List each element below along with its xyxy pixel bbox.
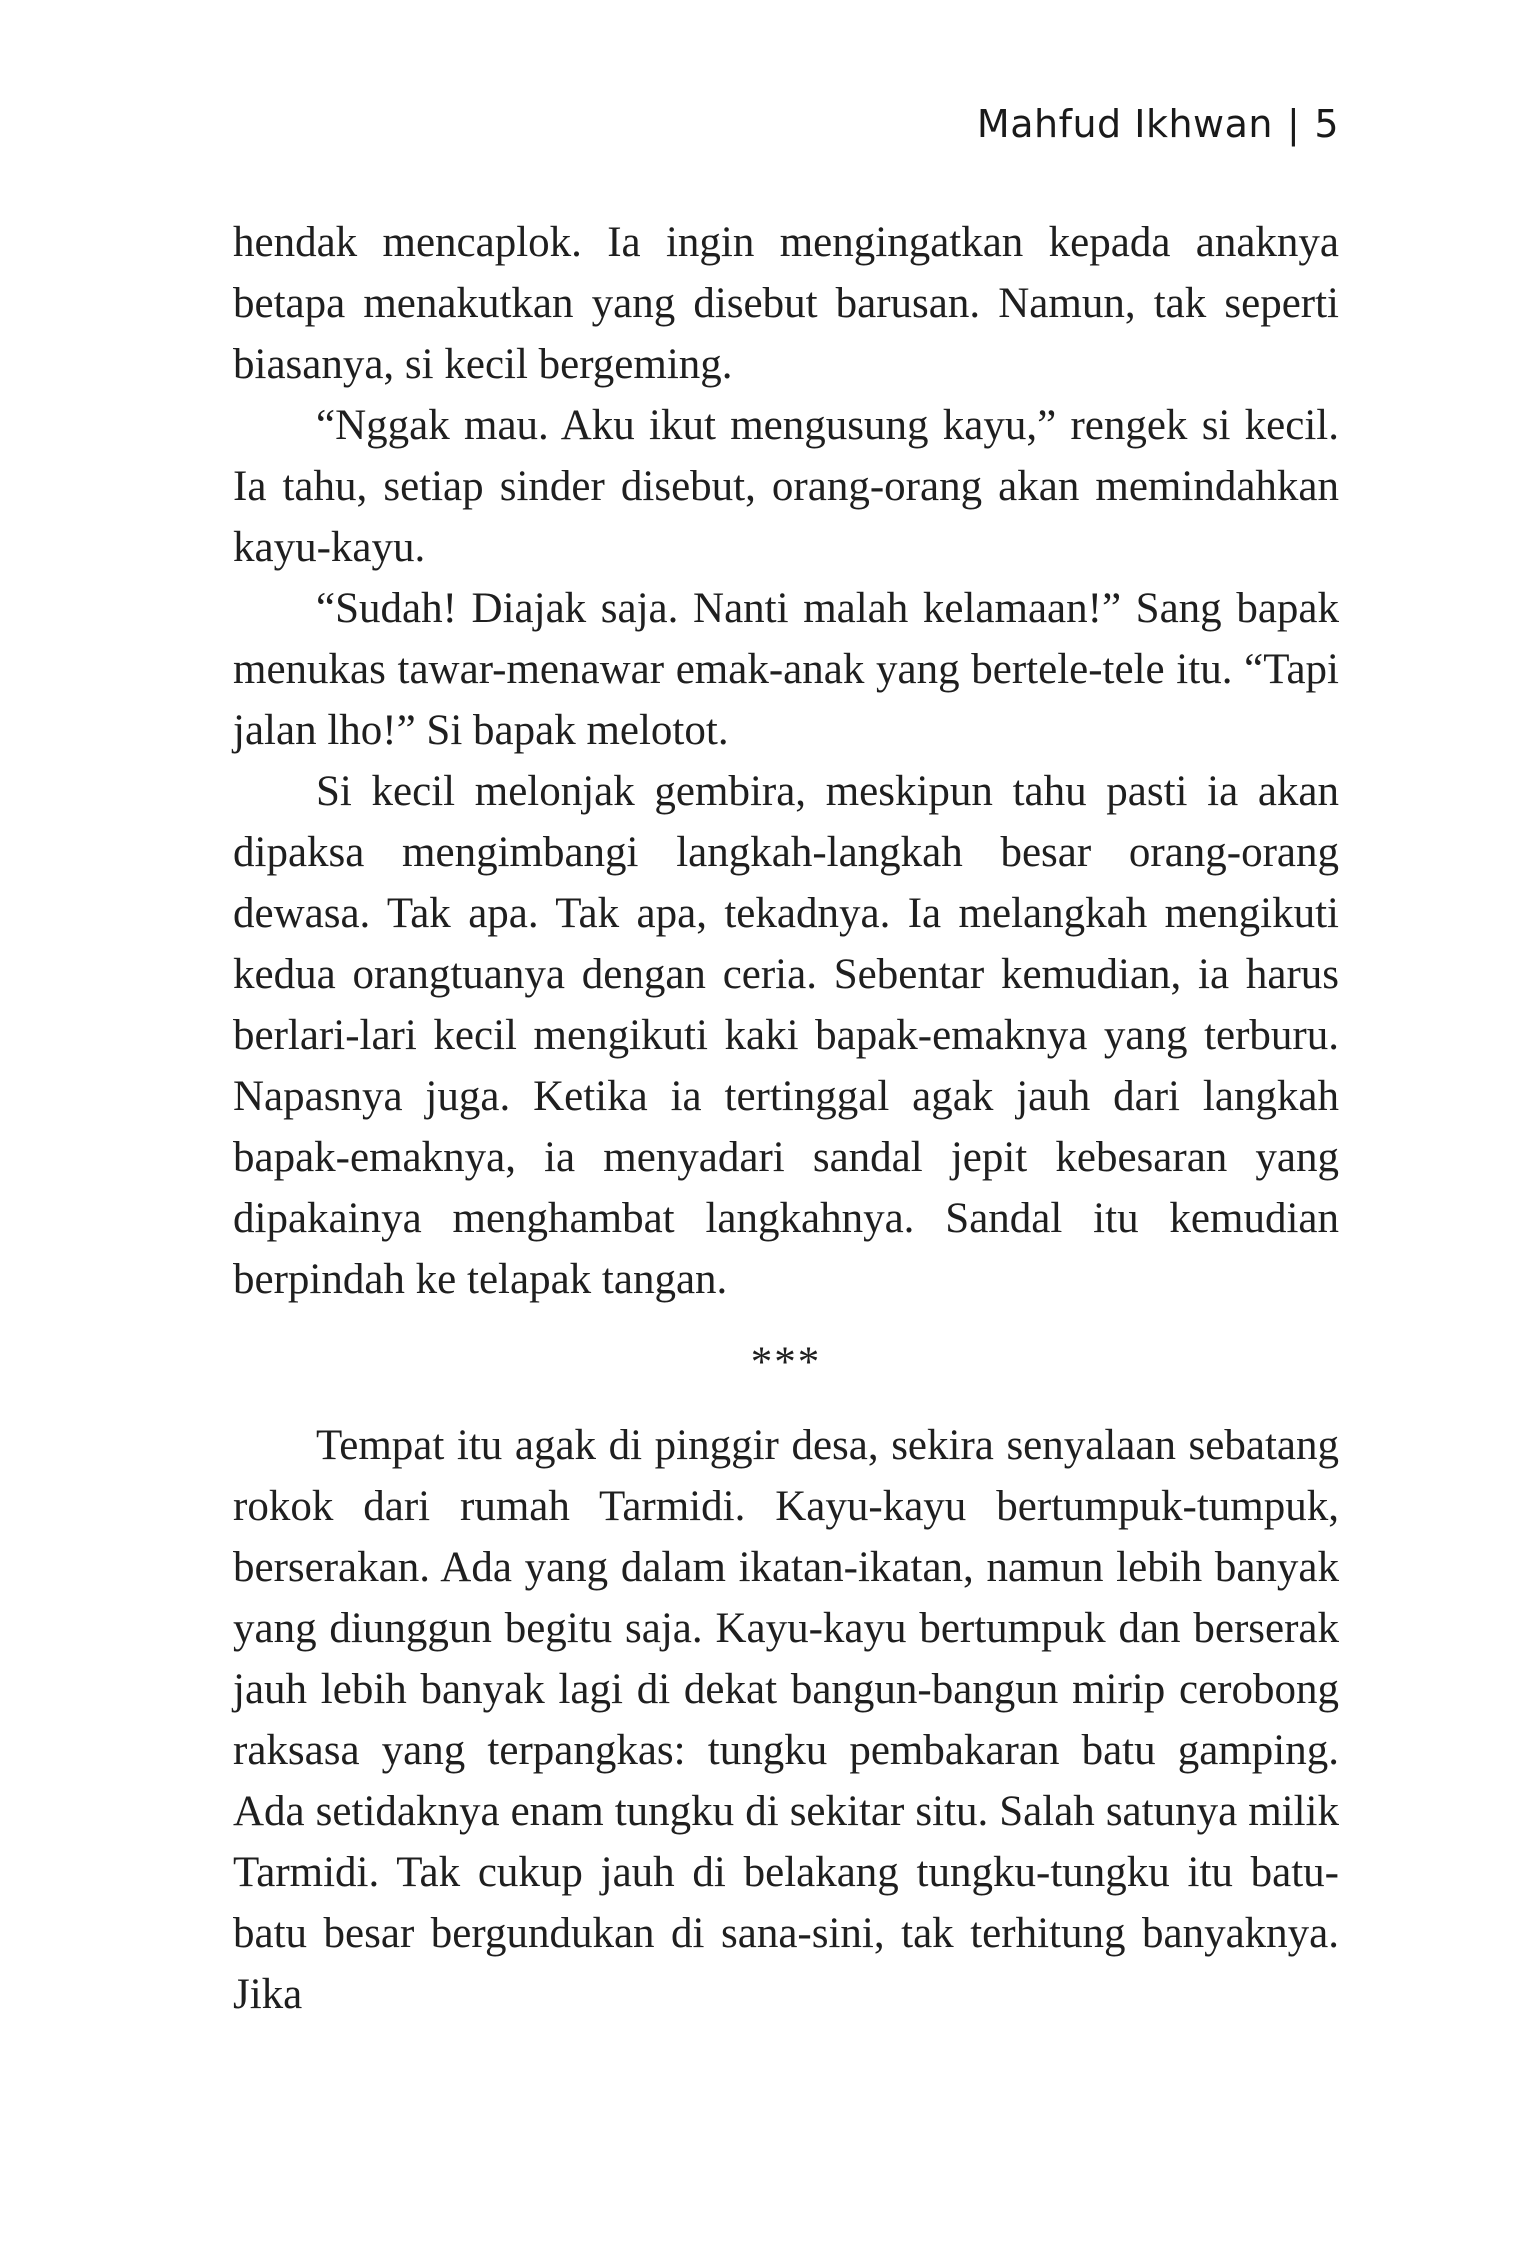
paragraph-continued: hendak mencaplok. Ia ingin mengingatkan kepada anaknya betapa menakutkan yang disebut barusan. Namun, tak seperti biasanya, si kecil bergeming.	[233, 219, 1339, 388]
body-text	[233, 212, 1339, 2025]
header-separator: |	[1287, 102, 1301, 146]
paragraph-narrative-1: Si kecil melonjak gembira, meskipun tahu pasti ia akan dipaksa mengimbangi langkah-langkah besar orang-orang dewasa. Tak apa. Tak apa, tekadnya. Ia melangkah mengikuti kedua orangtuanya dengan ceria. Sebentar kemudian, ia harus berlari-lari kecil mengikuti kaki bapak-emaknya yang terburu. Napasnya juga. Ketika ia tertinggal agak jauh dari langkah bapak-emaknya, ia menyadari sandal jepit kebesaran yang dipakainya menghambat langkahnya. Sandal itu kemudian berpindah ke telapak tangan.	[233, 768, 1339, 1303]
paragraph-narrative-2: Tempat itu agak di pinggir desa, sekira senyalaan sebatang rokok dari rumah Tarmidi. Kayu-kayu bertumpuk-tumpuk, berserakan. Ada yang dalam ikatan-ikatan, namun lebih banyak yang diunggun begitu saja. Kayu-kayu bertumpuk dan berserak jauh lebih banyak lagi di dekat bangun-bangun mirip cerobong raksasa yang terpangkas: tungku pembakaran batu gamping. Ada setidaknya enam tungku di sekitar situ. Salah satunya milik Tarmidi. Tak cukup jauh di belakang tungku-tungku itu batu-batu besar bergundukan di sana-sini, tak terhitung banyaknya. Jika	[233, 1422, 1339, 2018]
page-number: 5	[1314, 102, 1339, 146]
paragraph-dialogue-2: “Sudah! Diajak saja. Nanti malah kelamaan!” Sang bapak menukas tawar-menawar emak-anak yang bertele-tele itu. “Tapi jalan lho!” Si bapak melotot.	[233, 585, 1339, 754]
paragraph-dialogue-1: “Nggak mau. Aku ikut mengusung kayu,” rengek si kecil. Ia tahu, setiap sinder disebut, orang-orang akan memindahkan kayu-kayu.	[233, 402, 1339, 571]
author-name: Mahfud Ikhwan	[976, 102, 1273, 146]
scene-break: ***	[750, 1339, 822, 1386]
running-head	[977, 102, 1339, 146]
